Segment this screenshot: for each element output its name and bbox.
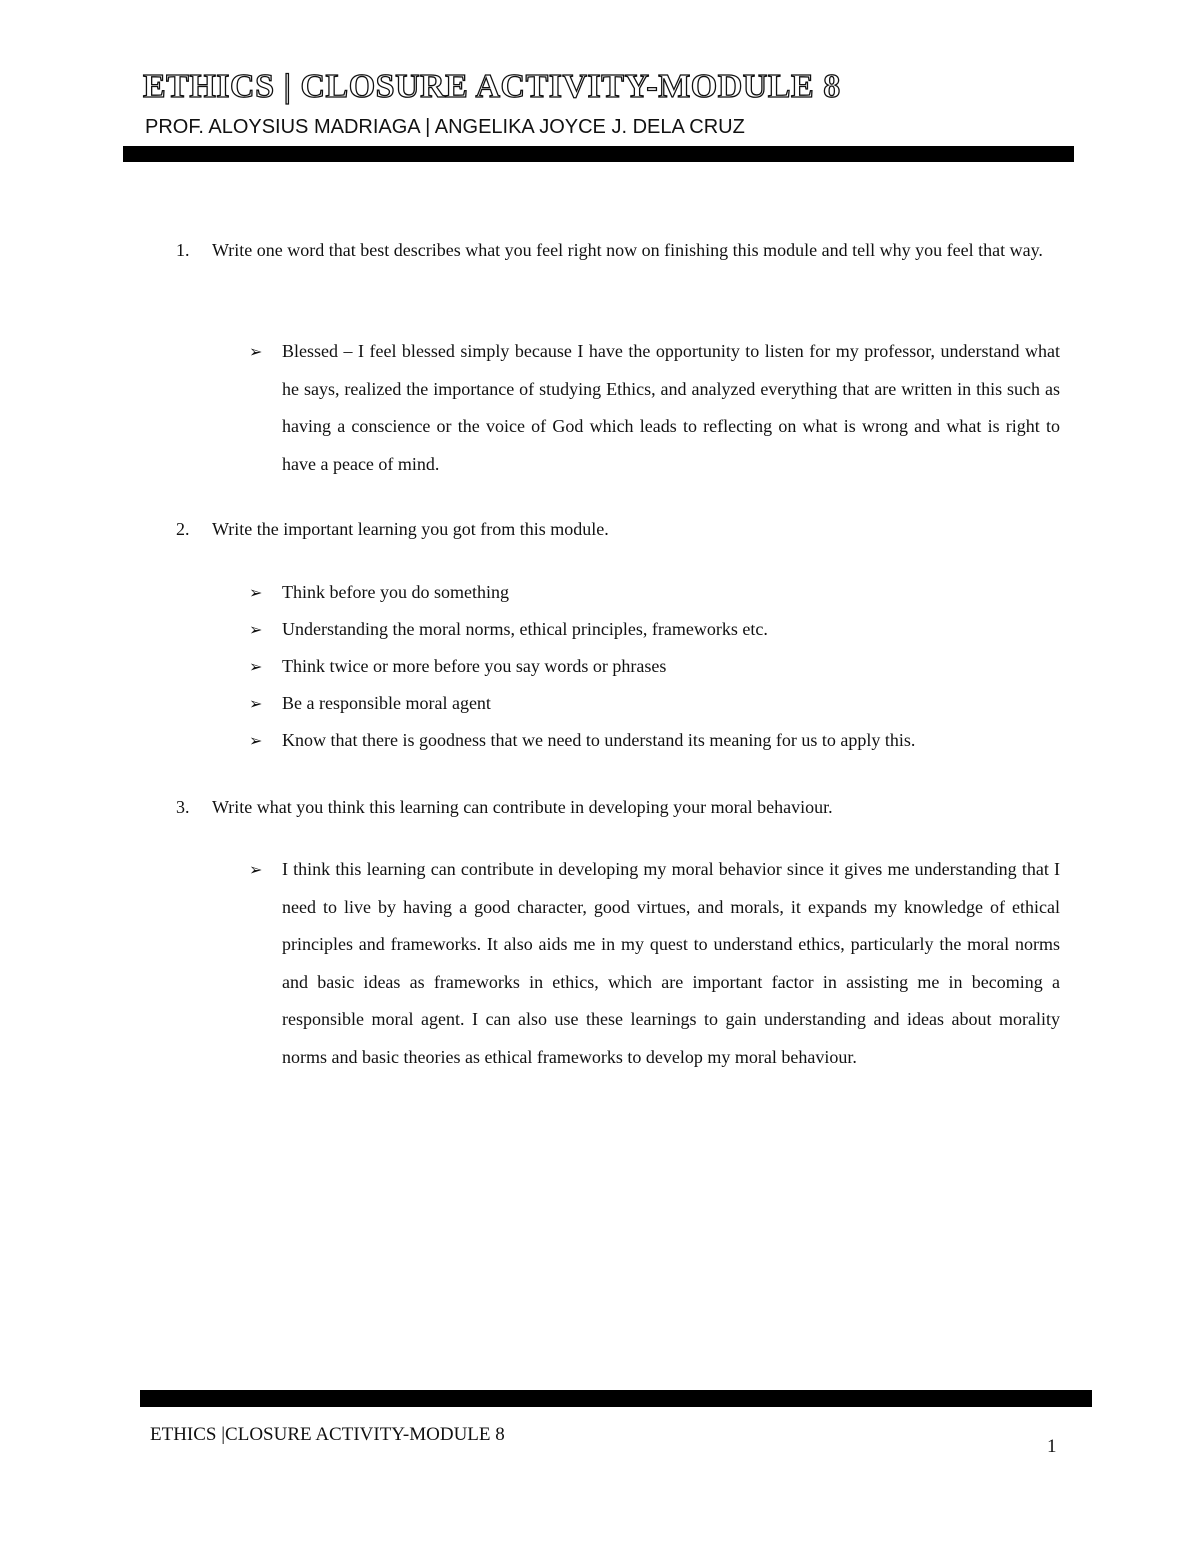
question-text: Write one word that best describes what you feel right now on finishing this module and tell why you feel that way. bbox=[212, 240, 1043, 260]
answer-text: Understanding the moral norms, ethical principles, frameworks etc. bbox=[282, 619, 768, 639]
arrow-bullet-icon: ➢ bbox=[249, 694, 263, 713]
answer-text: Know that there is goodness that we need to understand its meaning for us to apply this. bbox=[282, 730, 916, 750]
question-number: 1. bbox=[176, 240, 190, 260]
header-subtitle: PROF. ALOYSIUS MADRIAGA | ANGELIKA JOYCE J. DELA CRUZ bbox=[145, 116, 745, 138]
arrow-bullet-icon: ➢ bbox=[249, 620, 263, 639]
question-number: 2. bbox=[176, 519, 190, 539]
question-text: Write the important learning you got from this module. bbox=[212, 519, 609, 539]
answer-text: Think before you do something bbox=[282, 582, 509, 602]
question-text: Write what you think this learning can contribute in developing your moral behaviour. bbox=[212, 797, 833, 817]
footer-rule bbox=[140, 1390, 1092, 1407]
header-rule bbox=[123, 146, 1074, 162]
answer-text: I think this learning can contribute in developing my moral behavior since it gives me understanding that I need to live by having a good character, good virtues, and morals, it expands my knowledge of ethical principles and frameworks. It also aids me in my quest to understand ethics, particularly the moral norms and basic ideas as frameworks in ethics, which are important factor in assisting me in becoming a responsible moral agent. I can also use these learnings to gain understanding and ideas about morality norms and basic theories as ethical frameworks to develop my moral behaviour. bbox=[282, 859, 1060, 1067]
answer-text: Think twice or more before you say words or phrases bbox=[282, 656, 667, 676]
arrow-bullet-icon: ➢ bbox=[249, 731, 263, 750]
arrow-bullet-icon: ➢ bbox=[249, 860, 263, 879]
arrow-bullet-icon: ➢ bbox=[249, 657, 263, 676]
header-title: ETHICS | CLOSURE ACTIVITY-MODULE 8 bbox=[143, 68, 841, 105]
answer-text: Be a responsible moral agent bbox=[282, 693, 491, 713]
question-number: 3. bbox=[176, 797, 190, 817]
footer-text: ETHICS |CLOSURE ACTIVITY-MODULE 8 bbox=[150, 1424, 505, 1445]
page-number: 1 bbox=[1047, 1436, 1057, 1457]
arrow-bullet-icon: ➢ bbox=[249, 342, 263, 361]
answer-text: Blessed – I feel blessed simply because I have the opportunity to listen for my professor, understand what he says, realized the importance of studying Ethics, and analyzed everything that are written in this such as having a conscience or the voice of God which leads to reflecting on what is wrong and what is right to have a peace of mind. bbox=[282, 341, 1060, 474]
arrow-bullet-icon: ➢ bbox=[249, 583, 263, 602]
